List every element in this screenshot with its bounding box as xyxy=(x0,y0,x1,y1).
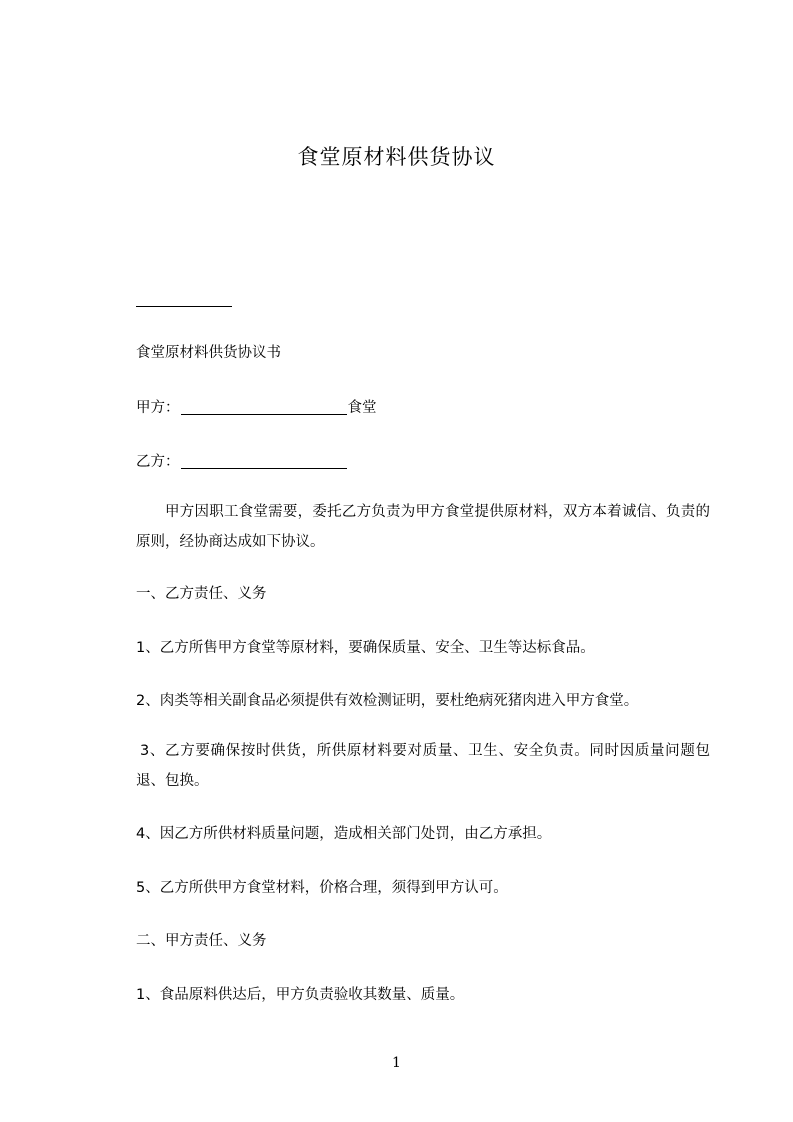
section-1-item: 2、肉类等相关副食品必须提供有效检测证明，要杜绝病死猪肉进入甲方食堂。 xyxy=(136,693,639,709)
party-a-suffix: 食堂 xyxy=(347,400,377,416)
header-rule xyxy=(136,306,232,307)
section-1-item: 5、乙方所供甲方食堂材料，价格合理，须得到甲方认可。 xyxy=(136,880,508,896)
page-number: 1 xyxy=(392,1055,401,1071)
section-1-item: 1、乙方所售甲方食堂等原材料，要确保质量、安全、卫生等达标食品。 xyxy=(136,640,595,656)
party-a-line xyxy=(136,398,377,418)
section-1-heading: 一、乙方责任、义务 xyxy=(136,586,267,602)
document-title: 食堂原材料供货协议 xyxy=(297,145,496,169)
intro-paragraph: 甲方因职工食堂需要，委托乙方负责为甲方食堂提供原材料，双方本着诚信、负责的原则，经协商达成如下协议。 xyxy=(136,504,710,550)
party-a-label: 甲方： xyxy=(136,400,180,416)
party-a-blank xyxy=(181,413,347,415)
section-2-item: 1、食品原料供达后，甲方负责验收其数量、质量。 xyxy=(136,987,465,1003)
section-1-item: 3、乙方要确保按时供货，所供原材料要对质量、卫生、安全负责。同时因质量问题包退、包换。 xyxy=(136,743,710,789)
party-b-line xyxy=(136,452,348,472)
party-b-label: 乙方： xyxy=(136,454,180,470)
section-2-heading: 二、甲方责任、义务 xyxy=(136,933,267,949)
party-b-blank xyxy=(181,467,347,469)
section-1-item: 4、因乙方所供材料质量问题，造成相关部门处罚，由乙方承担。 xyxy=(136,826,552,842)
agreement-subtitle: 食堂原材料供货协议书 xyxy=(136,345,281,361)
